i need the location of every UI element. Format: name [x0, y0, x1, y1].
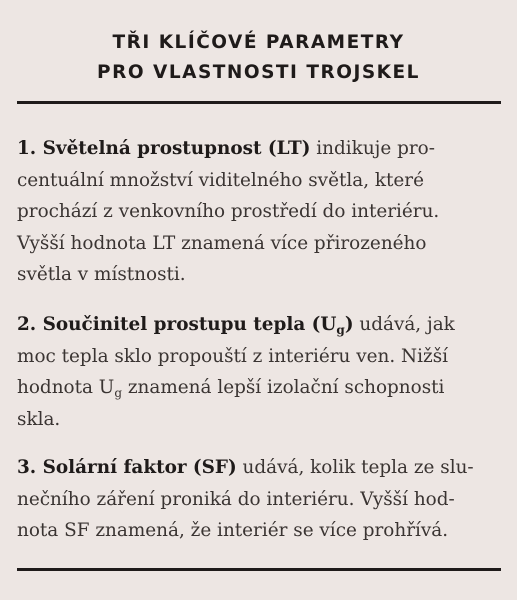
- title-line-2: PRO VLASTNOSTI TROJSKEL: [97, 62, 420, 83]
- parameter-heat-transfer: [17, 309, 501, 435]
- paragraph-line: 1. Světelná prostupnost (LT) indikuje pro-: [17, 138, 435, 159]
- paragraph-line: 2. Součinitel prostupu tepla $(U_g)$ udává, jak: [17, 314, 455, 337]
- paragraph-line: světla v místnosti.: [17, 264, 186, 285]
- paragraph-line: centuální množství viditelného světla, které: [17, 169, 424, 191]
- title-line-1: TŘI KLÍČOVÉ PARAMETRY: [112, 32, 405, 53]
- parameter-term: 3. Solární faktor (SF): [17, 457, 237, 478]
- parameter-light-transmittance: [17, 133, 501, 291]
- paragraph-line: nota SF znamená, že interiér se více prohřívá.: [17, 520, 449, 541]
- paragraph-line: nečního záření proniká do interiéru. Vyšší hod-: [17, 488, 455, 510]
- paragraph-line: hodnota $U_g$ znamená lepší izolační schopnosti: [17, 377, 445, 400]
- paragraph-line: prochází z venkovního prostředí do interiéru.: [17, 201, 440, 222]
- paragraph-line: moc tepla sklo propouští z interiéru ven. Nižší: [17, 345, 449, 367]
- bottom-divider: [17, 568, 501, 571]
- parameter-solar-factor: [17, 452, 501, 547]
- paragraph-line: 3. Solární faktor (SF) udává, kolik tepla ze slu-: [17, 457, 474, 478]
- parameter-term: 1. Světelná prostupnost (LT): [17, 138, 311, 159]
- top-divider: [17, 101, 501, 104]
- paragraph-line: skla.: [17, 408, 61, 430]
- parameter-term: 2. Součinitel prostupu tepla $(U_g)$: [17, 314, 354, 337]
- paragraph-line: Vyšší hodnota LT znamená více přirozeného: [17, 232, 427, 254]
- box-title: [0, 28, 517, 88]
